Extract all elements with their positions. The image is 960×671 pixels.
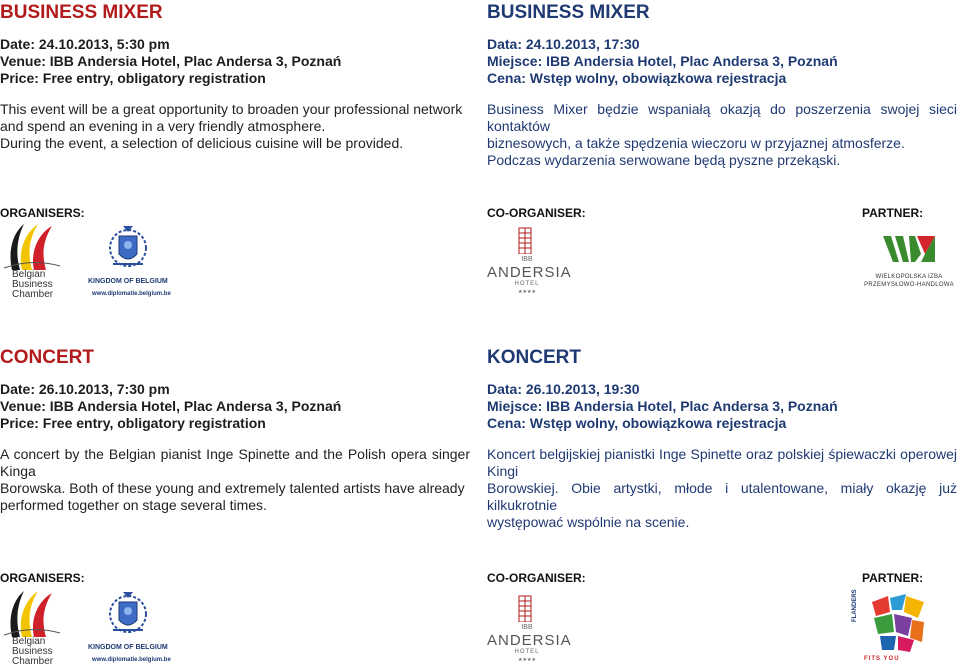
description-line: Borowskiej. Obie artystki, młode i utalentowane, miały okazję już kilkukrotnie xyxy=(487,480,957,513)
event-venue: Miejsce: IBB Andersia Hotel, Plac Andersa 3, Poznań xyxy=(487,53,838,69)
hotel-label: HOTEL xyxy=(514,649,540,655)
partner-label: PARTNER: xyxy=(862,206,924,220)
coorganiser-label: CO-ORGANISER: xyxy=(487,571,586,585)
description-line: Borowska. Both of these young and extremely talented artists have already xyxy=(0,480,465,496)
description-line: performed together on stage several times. xyxy=(0,497,267,513)
event-description xyxy=(487,446,957,531)
event-price: Price: Free entry, obligatory registration xyxy=(0,70,266,86)
organisers-label: ORGANISERS: xyxy=(0,206,85,220)
hotel-stars: ★★★★ xyxy=(518,289,536,295)
kingdom-text: KINGDOM OF BELGIUM xyxy=(88,644,168,651)
hotel-stars: ★★★★ xyxy=(518,657,536,663)
event-venue: Miejsce: IBB Andersia Hotel, Plac Andersa 3, Poznań xyxy=(487,398,838,414)
event-title: CONCERT xyxy=(0,347,94,368)
kingdom-of-belgium-logo xyxy=(88,224,173,302)
belgium-coat-of-arms-icon xyxy=(103,224,153,274)
description-line: Koncert belgijskiej pianistki Inge Spinette oraz polskiej śpiewaczki operowej Kingi xyxy=(487,446,957,479)
organisers-label: ORGANISERS: xyxy=(0,571,85,585)
hotel-label: HOTEL xyxy=(514,281,540,287)
bbc-text: Belgian xyxy=(12,269,46,280)
description-line: występować wspólnie na scenie. xyxy=(487,514,690,530)
event-date: Data: 26.10.2013, 19:30 xyxy=(487,381,640,397)
andersia-label: ANDERSIA xyxy=(487,264,572,281)
concert-en xyxy=(0,347,470,514)
event-title: KONCERT xyxy=(487,347,581,368)
description-line: biznesowych, a także spędzenia wieczoru w przyjaznej atmosferze. xyxy=(487,135,905,151)
coorganiser-label: CO-ORGANISER: xyxy=(487,206,586,220)
hotel-tower-icon xyxy=(515,226,535,254)
bbc-text: Business xyxy=(12,646,53,657)
kingdom-url: www.diplomatie.belgium.be xyxy=(92,657,171,663)
event-title: BUSINESS MIXER xyxy=(487,2,650,23)
description-line: A concert by the Belgian pianist Inge Spinette and the Polish opera singer Kinga xyxy=(0,446,470,479)
bbc-text: Belgian xyxy=(12,636,46,647)
belgian-flag-sails-icon xyxy=(2,589,62,639)
description-line: Business Mixer będzie wspaniałą okazją do poszerzenia swojej sieci kontaktów xyxy=(487,101,957,134)
bbc-text: Chamber xyxy=(12,289,54,300)
partner-label: PARTNER: xyxy=(862,571,924,585)
flanders-colorful-lion-icon xyxy=(868,592,928,654)
ibb-andersia-hotel-logo xyxy=(487,594,572,666)
business-mixer-pl xyxy=(487,2,957,169)
business-mixer-en xyxy=(0,2,470,152)
bbc-text: Chamber xyxy=(12,656,54,667)
description-line: This event will be a great opportunity to broaden your professional network xyxy=(0,101,463,117)
event-price: Cena: Wstęp wolny, obowiązkowa rejestracja xyxy=(487,70,787,86)
description-line: During the event, a selection of delicious cuisine will be provided. xyxy=(0,135,404,151)
event-date: Data: 24.10.2013, 17:30 xyxy=(487,36,640,52)
description-line: Podczas wydarzenia serwowane będą pyszne przekąski. xyxy=(487,152,841,168)
event-description xyxy=(0,101,470,152)
hotel-tower-icon xyxy=(515,594,535,622)
kingdom-text: KINGDOM OF BELGIUM xyxy=(88,278,168,285)
event-date: Date: 24.10.2013, 5:30 pm xyxy=(0,36,170,52)
wielkopolska-izba-logo xyxy=(864,232,954,292)
ibb-label: IBB xyxy=(521,624,533,631)
kingdom-url: www.diplomatie.belgium.be xyxy=(92,291,171,297)
event-description xyxy=(487,101,957,169)
belgium-coat-of-arms-icon xyxy=(103,590,153,640)
event-venue: Venue: IBB Andersia Hotel, Plac Andersa 3, Poznań xyxy=(0,53,342,69)
wiph-mark-icon xyxy=(881,232,937,266)
belgian-flag-sails-icon xyxy=(2,222,62,272)
description-line: and spend an evening in a very friendly atmosphere. xyxy=(0,118,326,134)
event-venue: Venue: IBB Andersia Hotel, Plac Andersa 3, Poznań xyxy=(0,398,342,414)
event-title: BUSINESS MIXER xyxy=(0,2,163,23)
wiph-text-line2: PRZEMYSŁOWO-HANDLOWA xyxy=(864,282,954,288)
ibb-andersia-hotel-logo xyxy=(487,226,572,298)
belgian-business-chamber-logo xyxy=(2,589,72,669)
wiph-text-line1: WIELKOPOLSKA IZBA xyxy=(875,274,943,280)
kingdom-of-belgium-logo xyxy=(88,590,173,668)
flanders-fits-you-logo xyxy=(852,589,928,668)
concert-pl xyxy=(487,347,957,531)
bbc-text: Business xyxy=(12,279,53,290)
flanders-bottom-text: FITS YOU xyxy=(864,656,900,662)
andersia-label: ANDERSIA xyxy=(487,632,572,649)
event-price: Cena: Wstęp wolny, obowiązkowa rejestracja xyxy=(487,415,787,431)
event-price: Price: Free entry, obligatory registration xyxy=(0,415,266,431)
belgian-business-chamber-logo xyxy=(2,222,72,302)
event-date: Date: 26.10.2013, 7:30 pm xyxy=(0,381,170,397)
ibb-label: IBB xyxy=(521,256,533,263)
event-description xyxy=(0,446,470,514)
flanders-vertical-text: FLANDERS xyxy=(852,589,858,622)
